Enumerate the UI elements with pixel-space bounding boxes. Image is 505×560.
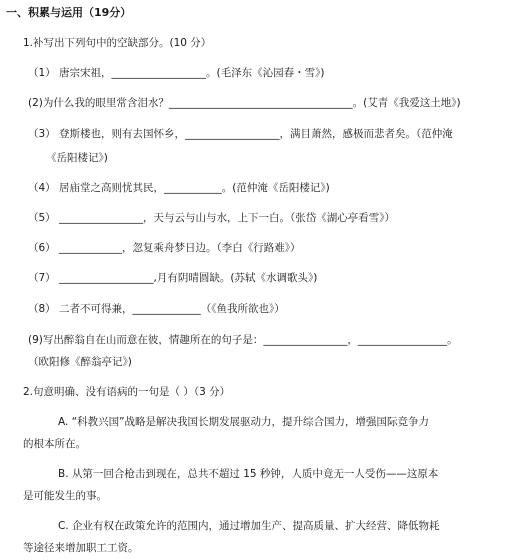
- question-1-title: 1.补写出下列句中的空缺部分。(10 分）: [23, 37, 212, 49]
- q1-item-6: （6） ____________，忽复乘舟梦日边。（李白《行路难》）: [28, 242, 301, 254]
- q1-item-3: （3） 登斯楼也，则有去国怀乡，__________________，满目萧然，感极而悲者矣。（范仲淹: [28, 128, 453, 140]
- q1-item-7: （7） __________________,月有阴晴圆缺。(苏轼《水调歌头》): [28, 272, 318, 284]
- q1-item-4: （4） 居庙堂之高则忧其民，___________。(范仲淹《岳阳楼记》): [28, 182, 330, 194]
- choice-a: A. “科教兴国”战略是解决我国长期发展驱动力，提升综合国力，增强国际竞争力: [58, 416, 430, 428]
- q1-item-9-continuation: （欧阳修《醉翁亭记》): [28, 356, 132, 368]
- choice-a-continuation: 的根本所在。: [23, 438, 86, 450]
- q1-item-8: （8） 二者不可得兼，_____________（《鱼我所欲也》）: [28, 303, 285, 315]
- choice-b-continuation: 是可能发生的事。: [23, 490, 107, 502]
- q1-item-9: (9)写出醉翁自在山而意在彼，情趣所在的句子是：________________，_________________。: [28, 334, 458, 346]
- section-title: 一、积累与运用（19分）: [6, 6, 132, 19]
- choice-c: C. 企业有权在政策允许的范围内，通过增加生产、提高质量、扩大经营、降低物耗: [58, 520, 440, 532]
- q1-item-3-continuation: 《岳阳楼记》): [46, 152, 108, 164]
- q1-item-5: （5） ________________，天与云与山与水，上下一白。（张岱《湖心亭看雪》）: [28, 212, 396, 224]
- q1-item-1: （1） 唐宗宋祖，__________________。(毛泽东《沁园春・雪》): [28, 67, 325, 79]
- question-2-title: 2.句意明确、没有语病的一句是（ ）（3 分）: [23, 386, 231, 398]
- q1-item-2: (2)为什么我的眼里常含泪水？___________________________________。(艾青《我爱这土地》): [28, 97, 461, 109]
- choice-c-continuation: 等途径来增加职工工资。: [23, 542, 139, 554]
- choice-b: B. 从第一回合枪击到现在，总共不超过 15 秒钟，人质中竟无一人受伤——这原本: [58, 468, 439, 480]
